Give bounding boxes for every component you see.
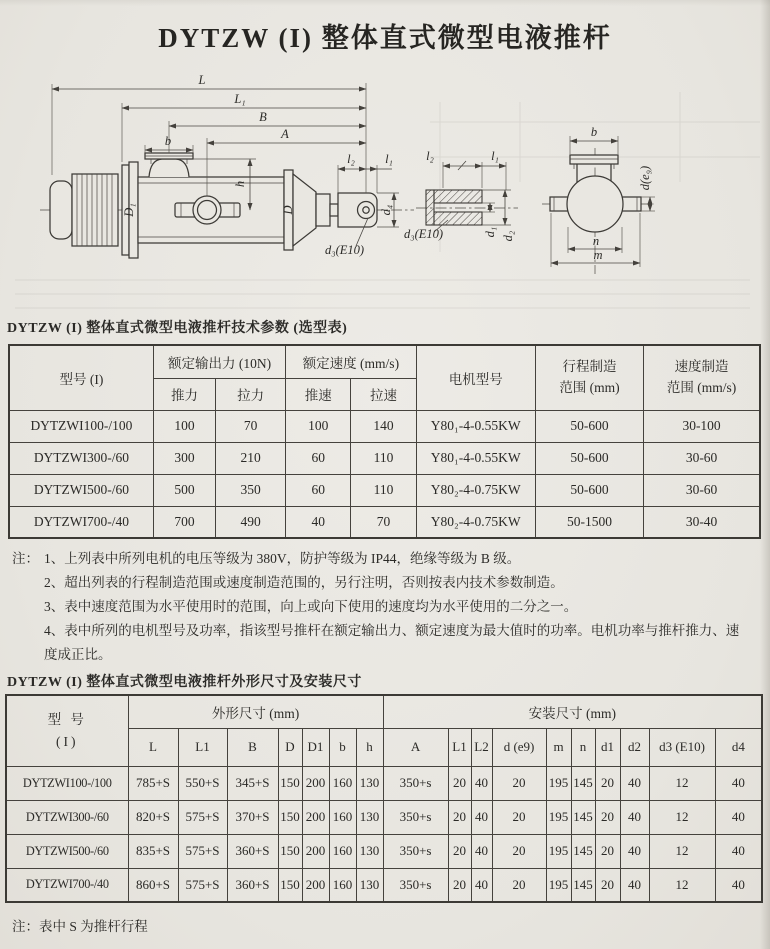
notes-items [44, 547, 742, 667]
cell: 200 [302, 766, 329, 800]
cell: 50-1500 [535, 506, 643, 538]
cell: 140 [351, 410, 416, 442]
cell: 860+S [128, 868, 178, 902]
speed-range-line2: 范围 (mm/s) [666, 379, 737, 395]
col-header-push-force: 推力 [153, 378, 215, 410]
table-row [6, 800, 762, 834]
cell-model: DYTZWI500-/60 [6, 834, 128, 868]
cell-motor: Y80₁-4-0.55KW [416, 442, 535, 474]
col-header: L2 [471, 728, 492, 766]
cell: 20 [595, 800, 620, 834]
cell: 370+S [227, 800, 278, 834]
cell: 160 [329, 766, 356, 800]
engineering-drawing-svg [0, 62, 770, 314]
note-item: 2、超出列表的行程制造范围或速度制造范围的，另行注明，否则按表内技术参数制造。 [44, 575, 564, 590]
cell: 30-40 [644, 506, 760, 538]
cell: 150 [278, 766, 302, 800]
cell: 145 [571, 800, 595, 834]
cell: 835+S [128, 834, 178, 868]
cell: 40 [620, 834, 649, 868]
speed-range-line1: 速度制造 [674, 358, 729, 374]
cell: 60 [286, 474, 351, 506]
cell: 145 [571, 766, 595, 800]
col-header: h [356, 728, 383, 766]
table-row [6, 834, 762, 868]
cell: 785+S [128, 766, 178, 800]
cell: 160 [329, 834, 356, 868]
cell: 110 [351, 442, 416, 474]
cell: 40 [471, 868, 492, 902]
section-view [404, 149, 518, 241]
dim-label-B: B [259, 110, 267, 124]
col-header: L1 [178, 728, 227, 766]
col-header: D [278, 728, 302, 766]
cell: 575+S [178, 800, 227, 834]
col-header: m [546, 728, 571, 766]
col-header-push-speed: 推速 [286, 378, 351, 410]
cell: 50-600 [535, 410, 643, 442]
col-header: B [227, 728, 278, 766]
dim-label-d3-main: d₃(E10) [325, 243, 365, 257]
cell: 195 [546, 834, 571, 868]
cell: 350+s [383, 868, 448, 902]
cell: 20 [492, 868, 546, 902]
table-row [9, 410, 760, 442]
cell: 40 [715, 868, 762, 902]
cell: 20 [492, 800, 546, 834]
top-port [145, 153, 193, 177]
dim-label-h: h [233, 180, 247, 188]
cell: 40 [620, 766, 649, 800]
cell: 60 [286, 442, 351, 474]
dim-label-n: n [592, 234, 600, 248]
cell: 150 [278, 800, 302, 834]
col-group-outline-dims: 外形尺寸 (mm) [128, 695, 383, 728]
col-group-rated-force: 额定输出力 (10N) [153, 345, 285, 378]
cell-motor: Y80₂-4-0.75KW [416, 506, 535, 538]
cell: 360+S [227, 868, 278, 902]
col-header: b [329, 728, 356, 766]
col-header-speed-range [644, 345, 760, 410]
stroke-note: 注：表中 S 为推杆行程 [12, 919, 148, 934]
dim-label-l2-sec: l₂ [426, 149, 434, 163]
dim-label-b-main: b [164, 134, 172, 148]
cell: 210 [216, 442, 286, 474]
cell: 130 [356, 800, 383, 834]
cell: 40 [471, 834, 492, 868]
col-header: d2 [620, 728, 649, 766]
col-header: n [571, 728, 595, 766]
cell-model: DYTZWI300-/60 [9, 442, 153, 474]
cell: 145 [571, 834, 595, 868]
main-side-view [40, 73, 414, 258]
table-row [9, 442, 760, 474]
dim-label-D: D [281, 205, 295, 215]
cell: 150 [278, 868, 302, 902]
col-header-model: 型号 (I) [9, 345, 153, 410]
col-header: A [383, 728, 448, 766]
cell: 350+s [383, 766, 448, 800]
cell: 345+S [227, 766, 278, 800]
cell: 40 [620, 868, 649, 902]
cell: 40 [715, 834, 762, 868]
cell: 350+s [383, 800, 448, 834]
dim-label-d2: d₂ [501, 230, 515, 242]
cell-model: DYTZWI300-/60 [6, 800, 128, 834]
cell: 20 [448, 800, 471, 834]
cell: 50-600 [535, 474, 643, 506]
table-row [9, 506, 760, 538]
cell: 360+S [227, 834, 278, 868]
col-header: D1 [302, 728, 329, 766]
cell: 575+S [178, 868, 227, 902]
cell: 130 [356, 868, 383, 902]
dim-label-A: A [281, 127, 289, 141]
notes-label: 注： [12, 551, 39, 566]
table1-caption: DYTZW (I) 整体直式微型电液推杆技术参数 (选型表) [7, 321, 348, 336]
cell: 130 [356, 834, 383, 868]
table2-caption: DYTZW (I) 整体直式微型电液推杆外形尺寸及安装尺寸 [7, 675, 362, 690]
col-header-model [6, 695, 128, 766]
spec-table [8, 344, 761, 539]
cell: 12 [649, 800, 715, 834]
cell: 12 [649, 834, 715, 868]
cell: 20 [492, 834, 546, 868]
cell: 20 [595, 834, 620, 868]
cell: 20 [595, 868, 620, 902]
table-row [6, 766, 762, 800]
cell: 100 [153, 410, 215, 442]
cell: 195 [546, 766, 571, 800]
col-header: d4 [715, 728, 762, 766]
col-group-install-dims: 安装尺寸 (mm) [383, 695, 762, 728]
cell: 30-60 [644, 442, 760, 474]
dim-label-D1: D₁ [122, 203, 136, 217]
note-item: 3、表中速度范围为水平使用时的范围，向上或向下使用的速度均为水平使用的二分之一。 [44, 599, 578, 614]
cell: 20 [492, 766, 546, 800]
cell: 350 [216, 474, 286, 506]
cell: 40 [715, 800, 762, 834]
col-header-pull-speed: 拉速 [351, 378, 416, 410]
stroke-range-line2: 范围 (mm) [559, 379, 620, 395]
cell: 70 [351, 506, 416, 538]
cell-model: DYTZWI100-/100 [6, 766, 128, 800]
col-group-rated-speed: 额定速度 (mm/s) [286, 345, 416, 378]
cell: 40 [471, 800, 492, 834]
col-header: d3 (E10) [649, 728, 715, 766]
cell: 100 [286, 410, 351, 442]
cell-motor: Y80₂-4-0.75KW [416, 474, 535, 506]
cell: 150 [278, 834, 302, 868]
motor [50, 174, 118, 246]
col-header: L1 [448, 728, 471, 766]
dim-label-l2-main: l₂ [347, 152, 355, 166]
cell: 40 [715, 766, 762, 800]
technical-drawing [0, 62, 770, 314]
dim-label-b-end: b [590, 125, 598, 139]
dim-label-l1-main: l₁ [385, 152, 393, 166]
dimension-table [5, 694, 763, 903]
notes-block [12, 547, 742, 667]
cell: 110 [351, 474, 416, 506]
cell: 20 [448, 766, 471, 800]
dim-label-L1: L₁ [234, 92, 246, 106]
cell: 700 [153, 506, 215, 538]
cell-model: DYTZWI100-/100 [9, 410, 153, 442]
cell: 20 [595, 766, 620, 800]
cell: 350+s [383, 834, 448, 868]
page-title: DYTZW (I) 整体直式微型电液推杆 [158, 23, 612, 53]
cell: 160 [329, 800, 356, 834]
dim-label-L: L [198, 73, 206, 87]
dim-label-d4: d₄ [379, 204, 393, 216]
rod-end [338, 193, 377, 227]
cell: 200 [302, 800, 329, 834]
cell: 195 [546, 800, 571, 834]
table-row [6, 868, 762, 902]
cell: 70 [216, 410, 286, 442]
col-header-motor: 电机型号 [416, 345, 535, 410]
model-head-line2: (I) [56, 733, 79, 749]
cell: 40 [620, 800, 649, 834]
cell: 575+S [178, 834, 227, 868]
col-header-pull-force: 拉力 [216, 378, 286, 410]
cell: 300 [153, 442, 215, 474]
note-item: 1、上列表中所列电机的电压等级为 380V，防护等级为 IP44，绝缘等级为 B 级。 [44, 551, 521, 566]
cell-motor: Y80₁-4-0.55KW [416, 410, 535, 442]
cell: 500 [153, 474, 215, 506]
cell: 820+S [128, 800, 178, 834]
col-header: d (e9) [492, 728, 546, 766]
cell: 50-600 [535, 442, 643, 474]
end-view [542, 125, 655, 274]
cell: 40 [471, 766, 492, 800]
note-item: 4、表中所列的电机型号及功率，指该型号推杆在额定输出力、额定速度为最大值时的功率。电机功率与推杆推力、速度成正比。 [44, 623, 740, 662]
cell: 160 [329, 868, 356, 902]
col-header: d1 [595, 728, 620, 766]
stroke-range-line1: 行程制造 [562, 358, 617, 374]
cell: 30-60 [644, 474, 760, 506]
dim-label-d3-sec: d₃(E10) [404, 227, 444, 241]
cell: 20 [448, 868, 471, 902]
dim-label-d1: d₁ [483, 226, 497, 238]
cell: 490 [216, 506, 286, 538]
cell-model: DYTZWI700-/40 [9, 506, 153, 538]
cell: 12 [649, 766, 715, 800]
col-header: L [128, 728, 178, 766]
cell: 130 [356, 766, 383, 800]
dim-label-m: m [593, 248, 603, 262]
cell: 30-100 [644, 410, 760, 442]
cell-model: DYTZWI700-/40 [6, 868, 128, 902]
cell: 20 [448, 834, 471, 868]
cell: 145 [571, 868, 595, 902]
cell: 12 [649, 868, 715, 902]
dim-label-l1-sec: l₁ [491, 149, 499, 163]
col-header-stroke-range [535, 345, 643, 410]
dim-label-de9: d(e₉) [638, 165, 652, 191]
table-row [9, 474, 760, 506]
cell: 195 [546, 868, 571, 902]
cell: 550+S [178, 766, 227, 800]
cell: 200 [302, 834, 329, 868]
model-head-line1: 型 号 [47, 712, 87, 728]
cell-model: DYTZWI500-/60 [9, 474, 153, 506]
cell: 200 [302, 868, 329, 902]
cell: 40 [286, 506, 351, 538]
